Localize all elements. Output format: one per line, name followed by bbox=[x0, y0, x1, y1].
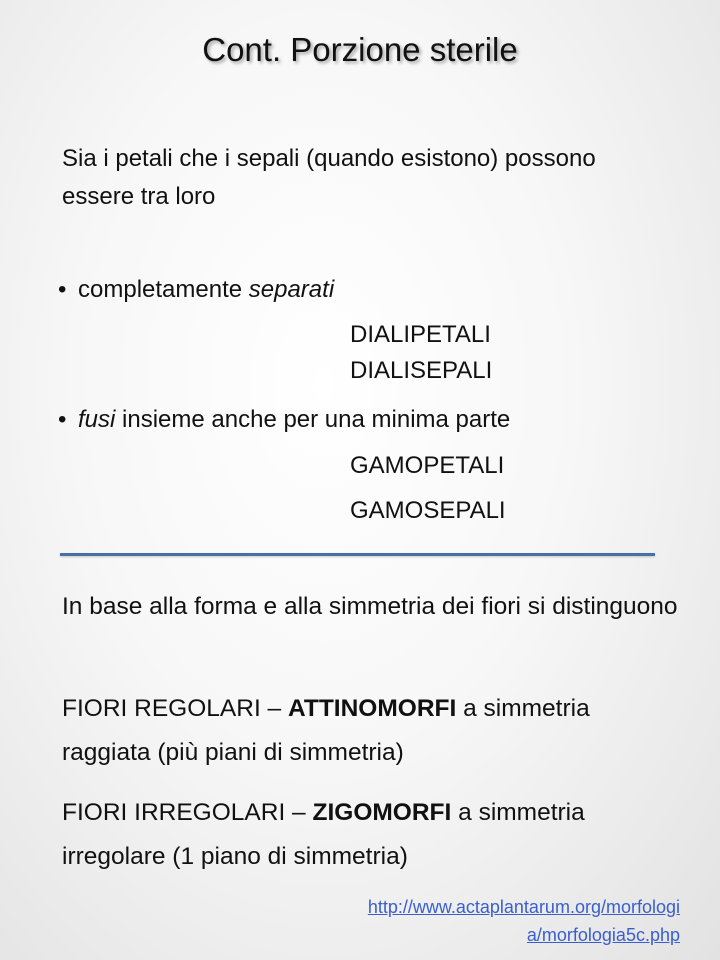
bullet-dot: • bbox=[58, 406, 67, 433]
bullet-prefix: completamente bbox=[78, 276, 249, 303]
term-dialipetali: DIALIPETALI bbox=[350, 321, 491, 348]
bullet-dot: • bbox=[58, 276, 67, 303]
bullet-emphasis: separati bbox=[248, 276, 335, 303]
source-link-line1[interactable]: http://www.actaplantarum.org/morfologi bbox=[367, 897, 680, 917]
term-gamopetali: GAMOPETALI bbox=[350, 452, 505, 479]
section-divider bbox=[60, 553, 655, 556]
paragraph-prefix: FIORI IRREGOLARI – bbox=[62, 799, 313, 826]
paragraph-fiori-regolari bbox=[62, 687, 682, 775]
paragraph-suffix: a simmetria raggiata (più piani di simmetria) bbox=[62, 695, 590, 766]
term-dialisepali: DIALISEPALI bbox=[350, 357, 493, 384]
bullet-emphasis: fusi bbox=[78, 406, 116, 433]
paragraph-suffix: a simmetria irregolare (1 piano di simmetria) bbox=[62, 799, 585, 870]
source-link[interactable] bbox=[260, 893, 680, 949]
paragraph-bold-term: ATTINOMORFI bbox=[288, 695, 457, 722]
bullet-separati bbox=[58, 271, 334, 309]
slide-title: Cont. Porzione sterile bbox=[202, 31, 518, 68]
term-gamosepali: GAMOSEPALI bbox=[350, 497, 506, 524]
paragraph-fiori-irregolari bbox=[62, 791, 682, 879]
intro-text: Sia i petali che i sepali (quando esistono) possono essere tra loro bbox=[62, 145, 596, 210]
paragraph-prefix: FIORI REGOLARI – bbox=[62, 695, 288, 722]
bullet-fusi bbox=[58, 401, 510, 439]
bullet-suffix: insieme anche per una minima parte bbox=[115, 406, 511, 433]
paragraph-bold-term: ZIGOMORFI bbox=[312, 799, 452, 826]
source-link-line2[interactable]: a/morfologia5c.php bbox=[526, 925, 680, 945]
paragraph-intro-forma: In base alla forma e alla simmetria dei fiori si distinguono bbox=[62, 593, 678, 620]
